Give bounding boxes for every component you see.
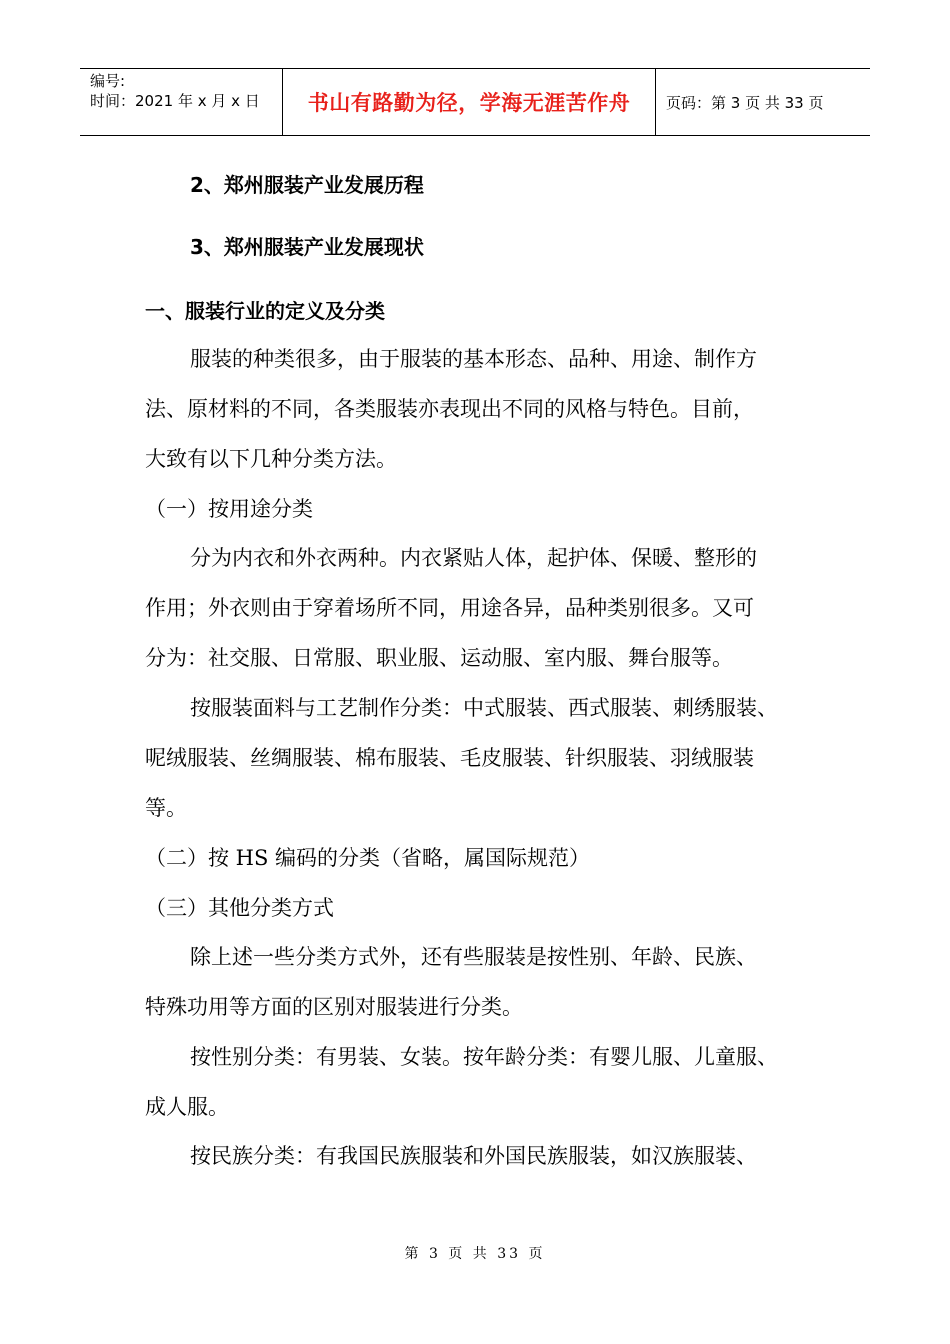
page-footer: 第 3 页 共 33 页 [404,1246,546,1262]
list-item-heading: 3、郑州服装产业发展现状 [190,235,424,259]
subsection-title: （二）按 HS 编码的分类（省略，属国际规范） [145,846,591,870]
paragraph-line: 分为：社交服、日常服、职业服、运动服、室内服、舞台服等。 [145,646,733,670]
paragraph-line: 按服装面料与工艺制作分类：中式服装、西式服装、刺绣服装、 [190,696,778,720]
document-date: 时间：2021 年 x 月 x 日 [90,92,260,110]
paragraph-line: 大致有以下几种分类方法。 [145,447,397,471]
section-title: 一、服装行业的定义及分类 [145,299,385,323]
paragraph-line: 作用；外衣则由于穿着场所不同，用途各异，品种类别很多。又可 [145,596,754,620]
paragraph-line: 法、原材料的不同，各类服装亦表现出不同的风格与特色。目前， [145,397,754,421]
paragraph-line: 等。 [145,796,187,820]
paragraph-line: 特殊功用等方面的区别对服装进行分类。 [145,995,523,1019]
subsection-title: （一）按用途分类 [145,497,313,521]
paragraph-line: 除上述一些分类方式外，还有些服装是按性别、年龄、民族、 [190,945,757,969]
paragraph-line: 按民族分类：有我国民族服装和外国民族服装，如汉族服装、 [190,1144,757,1168]
list-item-heading: 2、郑州服装产业发展历程 [190,173,424,197]
header-motto: 书山有路勤为径，学海无涯苦作舟 [307,91,631,115]
paragraph-line: 服装的种类很多，由于服装的基本形态、品种、用途、制作方 [190,347,757,371]
paragraph-line: 分为内衣和外衣两种。内衣紧贴人体，起护体、保暖、整形的 [190,546,757,570]
header-page-info: 页码：第 3 页 共 33 页 [666,93,824,112]
document-header [80,68,870,136]
paragraph-line: 成人服。 [145,1095,229,1119]
header-meta [80,69,282,135]
paragraph-line: 呢绒服装、丝绸服装、棉布服装、毛皮服装、针织服装、羽绒服装 [145,746,754,770]
document-number-label: 编号: [90,72,126,90]
subsection-title: （三）其他分类方式 [145,896,334,920]
paragraph-line: 按性别分类：有男装、女装。按年龄分类：有婴儿服、儿童服、 [190,1045,778,1069]
